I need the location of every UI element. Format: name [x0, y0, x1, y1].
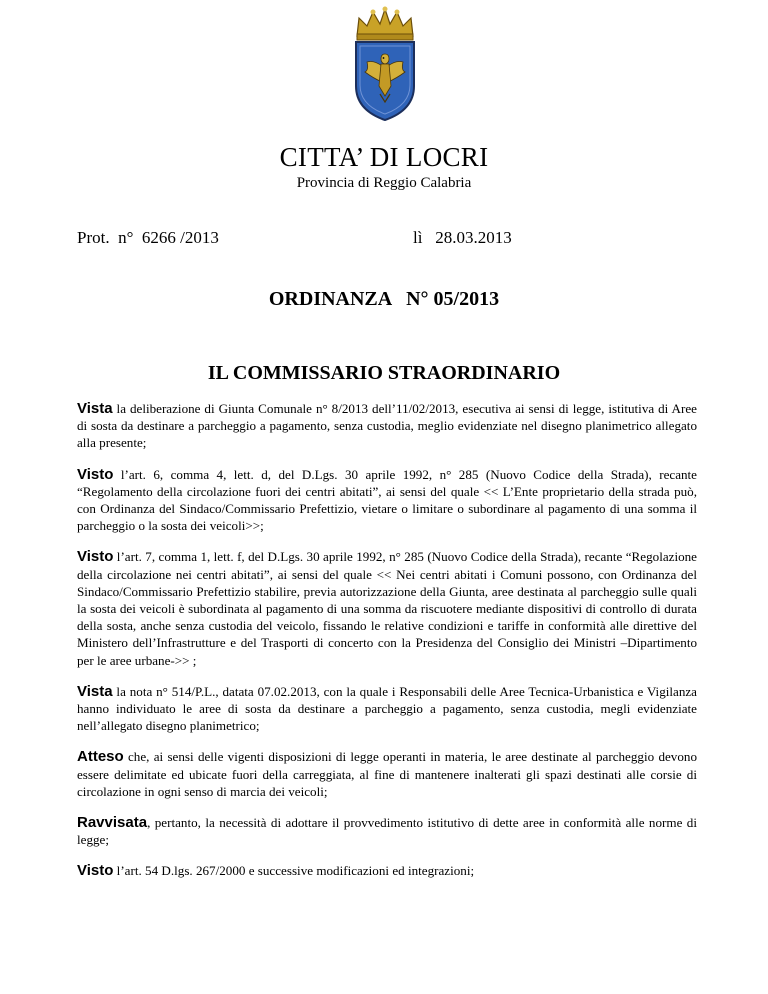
paragraph-keyword: Visto — [77, 465, 114, 483]
town-crest-emblem — [347, 6, 423, 124]
town-name: CITTA’ DI LOCRI — [279, 142, 489, 172]
paragraph-text: che, ai sensi delle vigenti disposizioni di legge operanti in materia, le aree destinate al parcheggio devono essere delimitate ed ubicate fuori della carreggiata, al fine di mantenere inalterati gli spazi destinati alle corsie di circolazione in ogni senso di marcia dei veicoli; — [77, 749, 697, 799]
paragraph — [77, 683, 697, 735]
paragraph-keyword: Ravvisata — [77, 814, 148, 832]
paragraph-text: , pertanto, la necessità di adottare il provvedimento istitutivo di dette aree in conformità alle norme di legge; — [77, 815, 697, 848]
province-name: Provincia di Reggio Calabria — [296, 175, 472, 191]
paragraph-keyword: Visto — [77, 548, 114, 566]
paragraph-keyword: Atteso — [77, 748, 124, 766]
paragraph-text: la deliberazione di Giunta Comunale n° 8/2013 dell’11/02/2013, esecutiva ai sensi di legge, istitutiva di Aree di sosta da destinare a parcheggio a pagamento, senza custodia, meglio evidenziate nel disegno planimetrico allegato alla presente; — [77, 401, 697, 451]
paragraph — [77, 748, 697, 800]
paragraph-keyword: Vista — [77, 682, 113, 700]
paragraph — [77, 400, 697, 452]
document-date: lì 28.03.2013 — [413, 228, 512, 247]
paragraph-text: la nota n° 514/P.L., datata 07.02.2013, con la quale i Responsabili delle Aree Tecnica-Urbanistica e Vigilanza hanno individuato le aree di sosta da destinare a parcheggio a pagamento, senza custodia, megli evidenziate nell’allegato disegno planimetrico; — [77, 683, 697, 734]
paragraph-text: l’art. 6, comma 4, lett. d, del D.Lgs. 30 aprile 1992, n° 285 (Nuovo Codice della Strada), recante “Regolamento della circolazione fuori dei centri abitati”, ai sensi del quale << L’Ente proprietario della strada può, con Ordinanza del Sindaco/Commissario Prefettizio, vietare o limitare o subordinare al pagamento di una somma il parcheggio o la sosta dei veicoli>>; — [77, 466, 697, 534]
paragraph — [77, 548, 697, 668]
paragraph — [77, 466, 697, 535]
paragraph — [77, 814, 697, 848]
paragraph — [77, 862, 697, 879]
paragraph-text: l’art. 54 D.lgs. 267/2000 e successive modificazioni ed integrazioni; — [113, 863, 475, 879]
protocol-number: Prot. n° 6266 /2013 — [77, 228, 219, 247]
ordinance-title: ORDINANZA N° 05/2013 — [268, 288, 500, 310]
paragraph-text: l’art. 7, comma 1, lett. f, del D.Lgs. 30 aprile 1992, n° 285 (Nuovo Codice della Strada), recante “Regolazione della circolazione nei centri abitati”, ai sensi del quale << Nei centri abitati i Comuni possono, con Ordinanza del Sindaco/Commissario Prefettizio stabilire, previa autorizzazione della Giunta, aree destinata al parcheggio sulle quali la sosta dei veicoli è subordinata al pagamento di una somma da riscuotere mediante dispositivi di controllo di durata della sosta, anche senza custodia del veicolo, fissando le relative condizioni e tariffe in conformità alle direttive del Ministero dell’Infrastrutture e del Trasporti di concerto con la Presidenza del Consiglio dei Ministri –Dipartimento per le aree urbane->> ; — [77, 549, 697, 668]
issuer-heading: IL COMMISSARIO STRAORDINARIO — [207, 362, 561, 384]
document-body — [77, 400, 697, 894]
paragraph-keyword: Vista — [77, 400, 113, 417]
paragraph-keyword: Visto — [77, 862, 114, 880]
